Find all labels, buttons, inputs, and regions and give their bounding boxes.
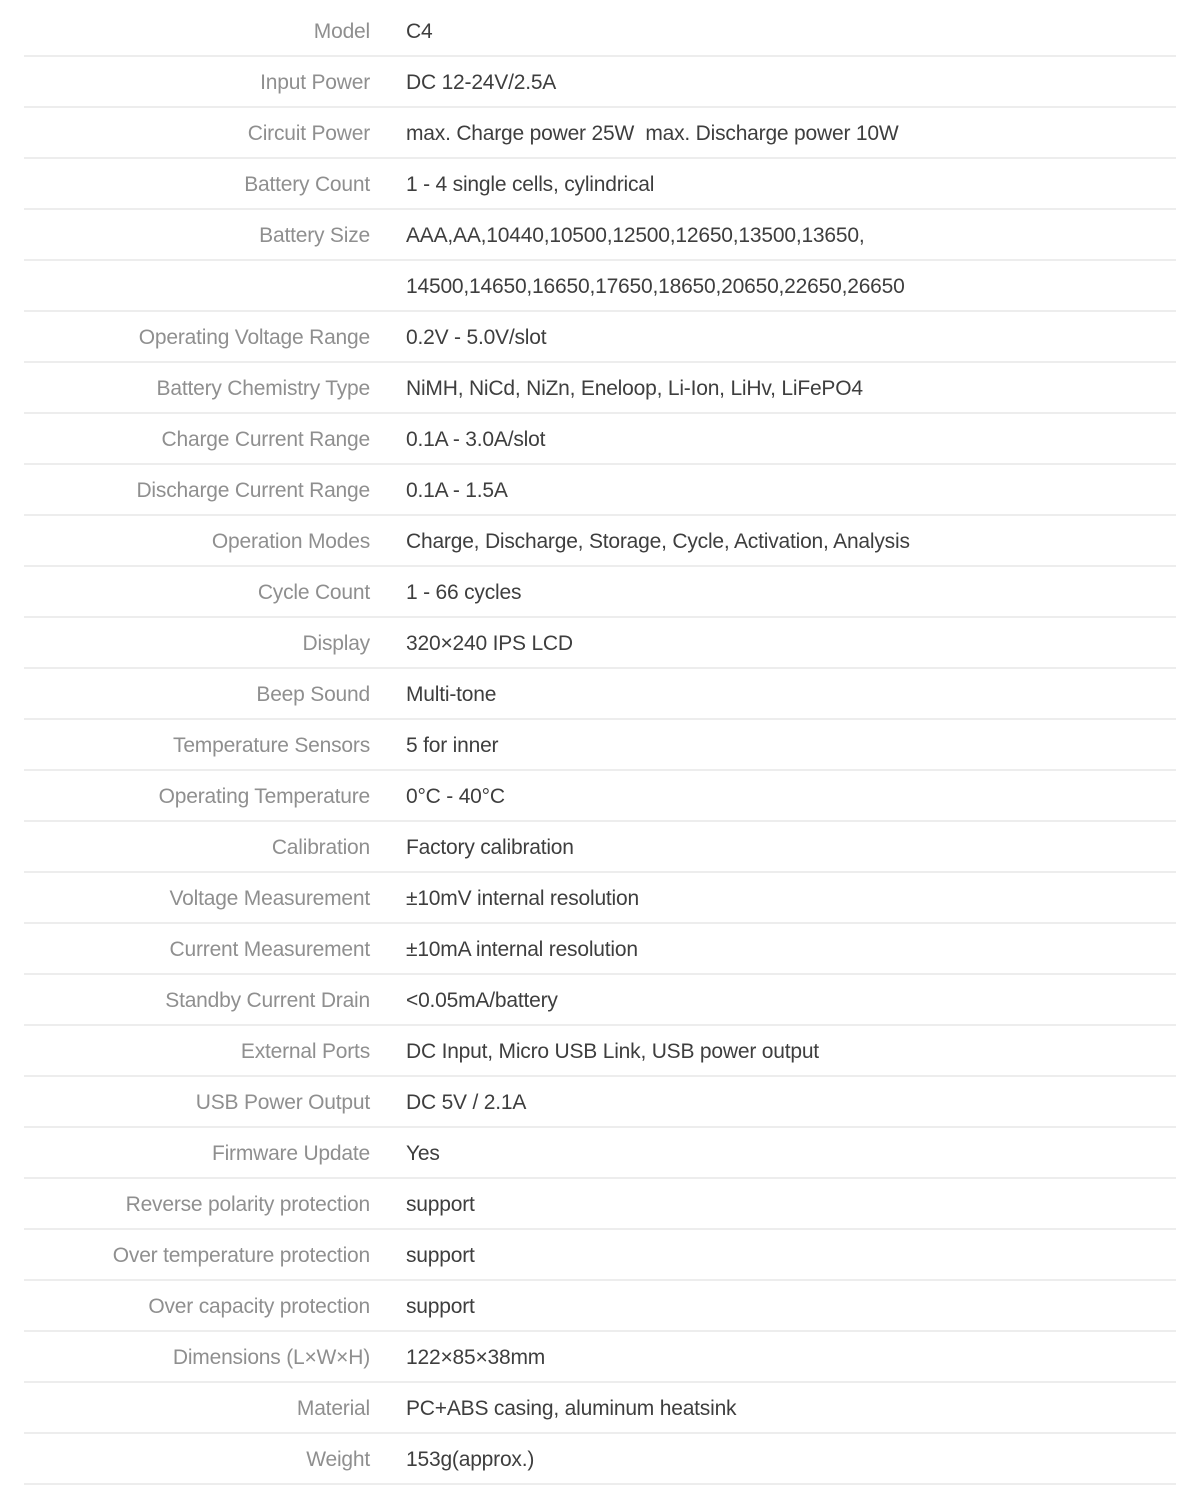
spec-value: 5 for inner	[406, 734, 499, 757]
spec-label: Operating Temperature	[158, 785, 370, 808]
spec-row	[0, 363, 1200, 414]
spec-row	[0, 1026, 1200, 1077]
spec-label: Firmware Update	[211, 1142, 370, 1165]
spec-row	[0, 1332, 1200, 1383]
spec-value: Multi-tone	[406, 683, 497, 706]
spec-row	[0, 669, 1200, 720]
spec-label: Circuit Power	[247, 122, 370, 145]
spec-value: C4	[406, 20, 433, 43]
spec-label: Beep Sound	[256, 683, 370, 706]
spec-row	[0, 924, 1200, 975]
spec-label: Over temperature protection	[112, 1244, 370, 1267]
spec-value: 1 - 66 cycles	[406, 581, 522, 604]
spec-row	[0, 312, 1200, 363]
spec-value: support	[406, 1295, 475, 1318]
spec-value: Charge, Discharge, Storage, Cycle, Activation, Analysis	[406, 530, 910, 553]
spec-row	[0, 1077, 1200, 1128]
spec-label: Weight	[306, 1448, 370, 1471]
spec-value: <0.05mA/battery	[406, 989, 558, 1012]
spec-row	[0, 720, 1200, 771]
spec-label: Input Power	[260, 71, 370, 94]
spec-row	[0, 57, 1200, 108]
spec-label: Cycle Count	[257, 581, 370, 604]
spec-row	[0, 975, 1200, 1026]
spec-row	[0, 618, 1200, 669]
spec-value: 14500,14650,16650,17650,18650,20650,22650,26650	[406, 275, 905, 298]
spec-row	[0, 771, 1200, 822]
spec-value: NiMH, NiCd, NiZn, Eneloop, Li-Ion, LiHv, LiFePO4	[406, 377, 863, 400]
spec-label: Display	[302, 632, 370, 655]
spec-row	[0, 465, 1200, 516]
spec-label: Standby Current Drain	[165, 989, 370, 1012]
spec-row	[0, 414, 1200, 465]
spec-value: DC 12-24V/2.5A	[406, 71, 557, 94]
spec-value: 0.2V - 5.0V/slot	[406, 326, 547, 349]
spec-row	[0, 1128, 1200, 1179]
spec-label: Charge Current Range	[161, 428, 370, 451]
spec-row	[0, 108, 1200, 159]
spec-label: Operation Modes	[211, 530, 370, 553]
spec-label: Current Measurement	[169, 938, 370, 961]
spec-value: DC Input, Micro USB Link, USB power output	[406, 1040, 819, 1063]
spec-value: max. Charge power 25W max. Discharge power 10W	[406, 122, 899, 145]
spec-row	[0, 1179, 1200, 1230]
spec-value: support	[406, 1193, 475, 1216]
spec-value: PC+ABS casing, aluminum heatsink	[406, 1397, 737, 1420]
spec-value: support	[406, 1244, 475, 1267]
spec-row	[0, 159, 1200, 210]
spec-value: 0°C - 40°C	[406, 785, 505, 808]
spec-label: USB Power Output	[195, 1091, 370, 1114]
spec-value: 122×85×38mm	[406, 1346, 546, 1369]
spec-label: Operating Voltage Range	[138, 326, 370, 349]
spec-row	[0, 210, 1200, 261]
spec-row	[0, 567, 1200, 618]
spec-value: 320×240 IPS LCD	[406, 632, 573, 655]
spec-value: 1 - 4 single cells, cylindrical	[406, 173, 655, 196]
spec-label: Reverse polarity protection	[125, 1193, 370, 1216]
spec-label: Battery Count	[244, 173, 370, 196]
spec-value: 153g(approx.)	[406, 1448, 535, 1471]
spec-row	[0, 1434, 1200, 1485]
spec-value: 0.1A - 3.0A/slot	[406, 428, 546, 451]
spec-value: Factory calibration	[406, 836, 574, 859]
spec-label: Calibration	[271, 836, 370, 859]
spec-row	[0, 1230, 1200, 1281]
spec-label: Material	[296, 1397, 370, 1420]
spec-label: Battery Chemistry Type	[156, 377, 370, 400]
spec-label: External Ports	[240, 1040, 370, 1063]
spec-row	[0, 6, 1200, 57]
spec-label: Discharge Current Range	[136, 479, 370, 502]
spec-label: Voltage Measurement	[169, 887, 370, 910]
spec-value: DC 5V / 2.1A	[406, 1091, 527, 1114]
spec-label: Battery Size	[259, 224, 370, 247]
spec-row	[0, 1383, 1200, 1434]
spec-row	[0, 1281, 1200, 1332]
spec-label: Model	[313, 20, 370, 43]
spec-label: Dimensions (L×W×H)	[172, 1346, 370, 1369]
spec-value: ±10mA internal resolution	[406, 938, 638, 961]
spec-row	[0, 261, 1200, 312]
spec-value: AAA,AA,10440,10500,12500,12650,13500,13650,	[406, 224, 865, 247]
spec-value: ±10mV internal resolution	[406, 887, 639, 910]
spec-row	[0, 516, 1200, 567]
spec-row	[0, 873, 1200, 924]
spec-row	[0, 822, 1200, 873]
spec-value: 0.1A - 1.5A	[406, 479, 508, 502]
spec-label: Temperature Sensors	[173, 734, 370, 757]
spec-value: Yes	[406, 1142, 440, 1165]
spec-label: Over capacity protection	[148, 1295, 370, 1318]
